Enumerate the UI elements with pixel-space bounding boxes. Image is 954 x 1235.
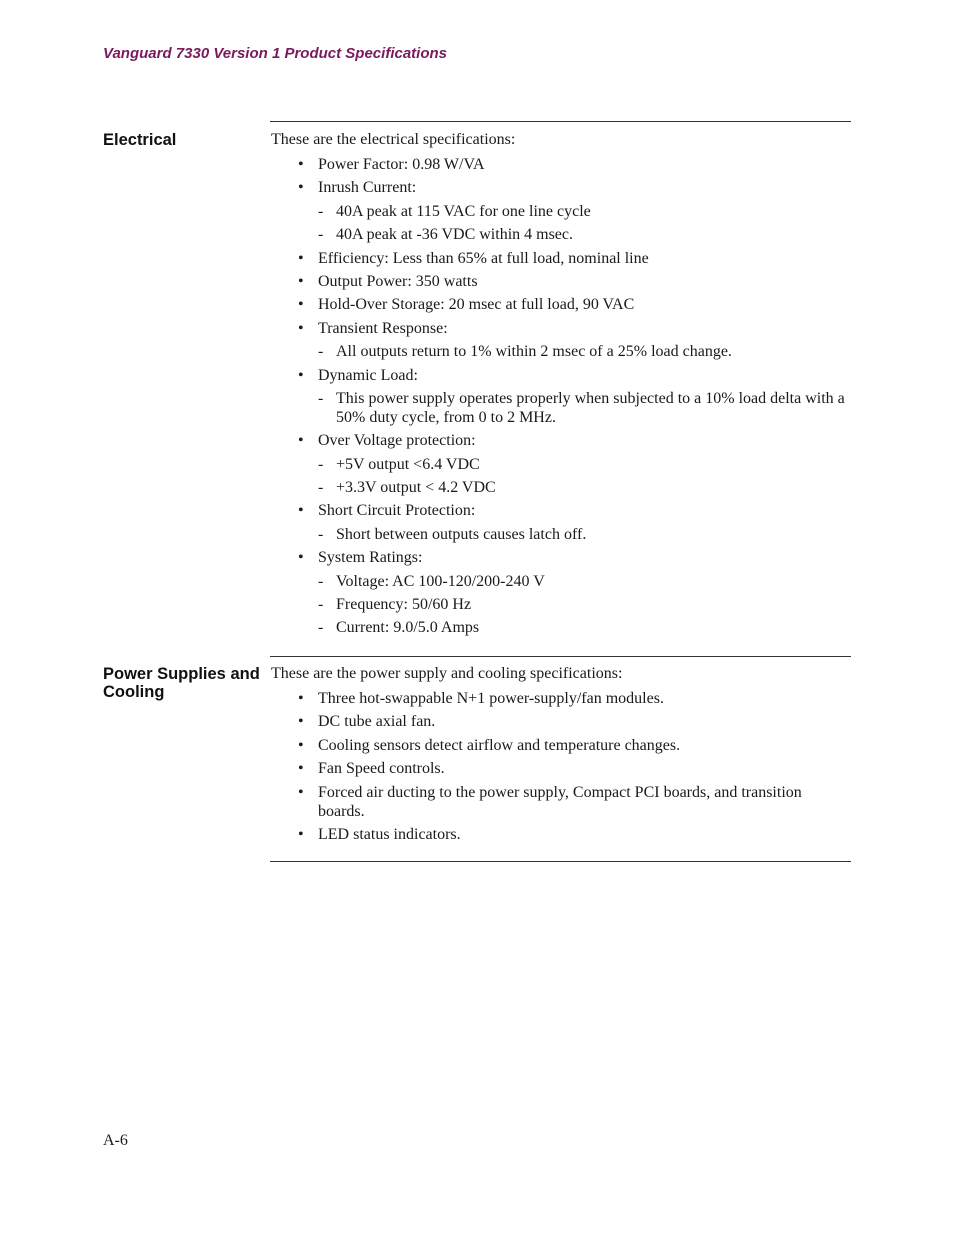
- sub-item: [271, 572, 846, 591]
- dash-icon: -: [318, 479, 324, 497]
- bullet-icon: •: [298, 502, 304, 520]
- section-rule-middle: [270, 656, 851, 657]
- sub-item-text: 40A peak at 115 VAC for one line cycle: [336, 202, 591, 220]
- bullet-icon: •: [298, 179, 304, 197]
- bullet-item: [271, 178, 846, 244]
- bullet-icon: •: [298, 366, 304, 384]
- sub-list: [318, 455, 846, 497]
- bullet-text: Output Power: 350 watts: [318, 272, 478, 290]
- sub-list: [318, 342, 846, 361]
- bullet-icon: •: [298, 296, 304, 314]
- bullet-text: Power Factor: 0.98 W/VA: [318, 156, 485, 173]
- bullet-icon: •: [298, 760, 304, 778]
- sub-item-text: +3.3V output < 4.2 VDC: [336, 479, 496, 497]
- bullet-icon: •: [298, 432, 304, 450]
- bullet-text: Over Voltage protection:: [318, 432, 476, 450]
- bullet-item: [271, 759, 846, 778]
- dash-icon: -: [318, 389, 324, 407]
- bullet-text: LED status indicators.: [318, 825, 461, 843]
- sub-item: [271, 202, 846, 221]
- sub-item-text: +5V output <6.4 VDC: [336, 455, 480, 473]
- section-body-power-supplies: [271, 664, 846, 848]
- sub-item: [271, 478, 846, 497]
- bullet-text: Dynamic Load:: [318, 366, 418, 384]
- bullet-text: System Ratings:: [318, 549, 423, 567]
- sub-item-text: Frequency: 50/60 Hz: [336, 596, 472, 614]
- bullet-icon: •: [298, 272, 304, 290]
- bullet-item: [271, 736, 846, 755]
- section-title-electrical: Electrical: [103, 131, 177, 149]
- sub-item-text: 40A peak at -36 VDC within 4 msec.: [336, 226, 574, 244]
- bullet-list: [271, 155, 846, 637]
- bullet-icon: •: [298, 156, 304, 173]
- bullet-icon: •: [298, 249, 304, 267]
- bullet-item: [271, 366, 846, 427]
- bullet-text: Fan Speed controls.: [318, 760, 445, 778]
- bullet-icon: •: [298, 825, 304, 843]
- section-intro: These are the electrical specifications:: [271, 131, 516, 148]
- sub-item-text: Voltage: AC 100-120/200-240 V: [336, 572, 545, 590]
- dash-icon: -: [318, 202, 324, 220]
- section-rule-bottom: [270, 861, 851, 862]
- section-body-electrical: [271, 130, 846, 642]
- bullet-item: [271, 712, 846, 731]
- sub-list: [318, 572, 846, 638]
- bullet-text: Short Circuit Protection:: [318, 502, 476, 520]
- bullet-text: Inrush Current:: [318, 179, 417, 197]
- bullet-text: Hold-Over Storage: 20 msec at full load, 90 VAC: [318, 296, 635, 314]
- sub-item: [271, 618, 846, 637]
- bullet-icon: •: [298, 549, 304, 567]
- bullet-item: [271, 295, 846, 314]
- bullet-icon: •: [298, 783, 304, 801]
- bullet-item: [271, 249, 846, 268]
- bullet-icon: •: [298, 319, 304, 337]
- section-rule-top: [270, 121, 851, 122]
- bullet-item: [271, 431, 846, 497]
- bullet-item: [271, 272, 846, 291]
- section-title-power-supplies: Power Supplies and Cooling: [103, 665, 260, 701]
- sub-item: [271, 595, 846, 614]
- running-header: Vanguard 7330 Version 1 Product Specifications: [103, 45, 447, 62]
- sub-item-text: This power supply operates properly when subjected to a 10% load delta with a 50% duty cycle, from 0 to 2 MHz.: [336, 389, 845, 426]
- bullet-icon: •: [298, 713, 304, 731]
- sub-item-text: Current: 9.0/5.0 Amps: [336, 619, 480, 637]
- sub-list: [318, 525, 846, 544]
- bullet-item: [271, 689, 846, 708]
- sub-item: [271, 342, 846, 361]
- bullet-item: [271, 319, 846, 361]
- sub-item: [271, 455, 846, 474]
- sub-list: [318, 202, 846, 244]
- bullet-item: [271, 825, 846, 844]
- sub-item: [271, 225, 846, 244]
- bullet-list: [271, 689, 846, 844]
- sub-list: [318, 389, 846, 427]
- bullet-item: [271, 783, 846, 821]
- sub-item: [271, 525, 846, 544]
- bullet-item: [271, 501, 846, 543]
- dash-icon: -: [318, 596, 324, 614]
- dash-icon: -: [318, 572, 324, 590]
- bullet-item: [271, 155, 846, 174]
- dash-icon: -: [318, 226, 324, 244]
- sub-item-text: Short between outputs causes latch off.: [336, 525, 587, 543]
- dash-icon: -: [318, 455, 324, 473]
- bullet-text: Forced air ducting to the power supply, Compact PCI boards, and transition boards.: [318, 783, 802, 820]
- bullet-text: Efficiency: Less than 65% at full load, nominal line: [318, 249, 649, 267]
- bullet-text: Transient Response:: [318, 319, 448, 337]
- dash-icon: -: [318, 525, 324, 543]
- dash-icon: -: [318, 619, 324, 637]
- bullet-text: Cooling sensors detect airflow and temperature changes.: [318, 736, 681, 754]
- bullet-icon: •: [298, 736, 304, 754]
- bullet-text: DC tube axial fan.: [318, 713, 436, 731]
- dash-icon: -: [318, 343, 324, 361]
- bullet-icon: •: [298, 690, 304, 707]
- sub-item-text: All outputs return to 1% within 2 msec of a 25% load change.: [336, 343, 732, 361]
- page-number: A-6: [103, 1132, 128, 1149]
- sub-item: [271, 389, 846, 427]
- bullet-item: [271, 548, 846, 637]
- bullet-text: Three hot-swappable N+1 power-supply/fan modules.: [318, 690, 664, 707]
- section-intro: These are the power supply and cooling specifications:: [271, 665, 623, 682]
